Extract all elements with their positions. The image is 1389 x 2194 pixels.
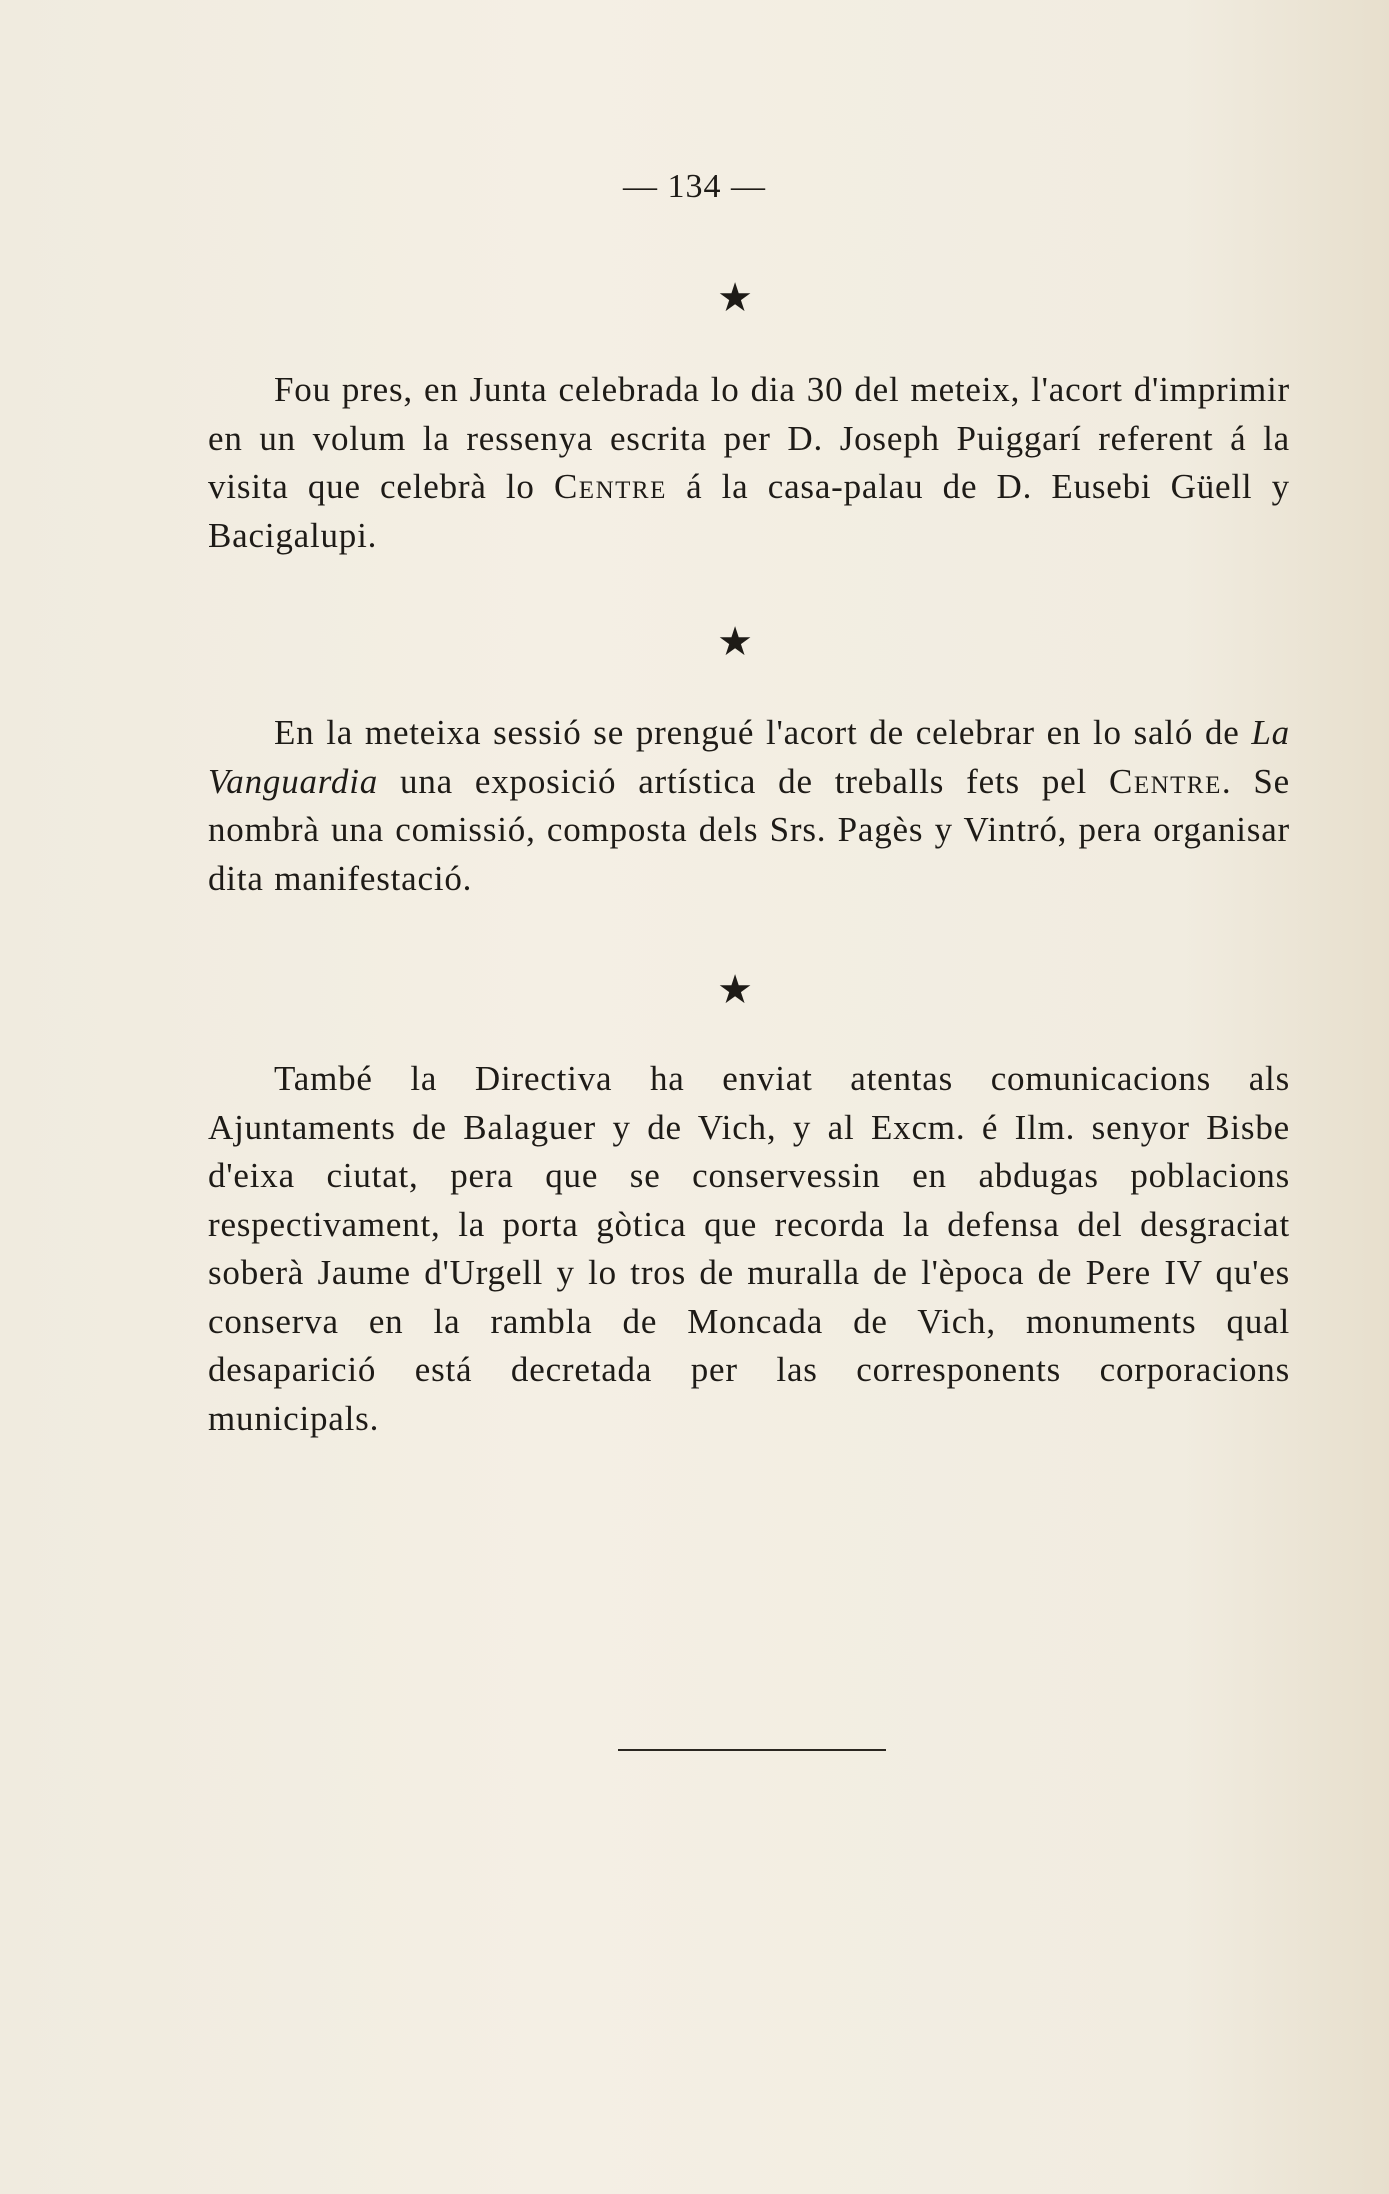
paragraph-1-text-a: Fou pres, en Junta celebrada lo dia 30 del meteix, l'acort d'imprimir en un volum la ressenya escrita per D. Joseph Puiggarí referent á la visita que celebrà lo: [208, 370, 1290, 506]
paragraph-2-text-c: . Se nombrà una comissió, composta dels Srs. Pagès y Vintró, pera organisar dita manifestació.: [208, 761, 1290, 898]
star-separator-2: ★: [717, 619, 753, 665]
paragraph-2-vanguardia: La Vanguardia: [208, 713, 1290, 801]
paragraph-3-text: També la Directiva ha enviat atentas comunicacions als Ajuntaments de Balaguer y de Vich, y al Excm. é Ilm. senyor Bisbe d'eixa ciutat, pera que se conservessin en abdugas poblacions respectivament, la porta gòtica que recorda la defensa del desgraciat soberà Jaume d'Urgell y lo tros de muralla de l'època de Pere IV qu'es conserva en la rambla de Moncada de Vich, monuments qual desaparició está decretada per las corresponents corporacions municipals.: [208, 1059, 1290, 1438]
paragraph-2-text-a: En la meteixa sessió se prengué l'acort de celebrar en lo saló de: [274, 713, 1252, 752]
paragraph-1: [208, 366, 1290, 560]
closing-rule: [618, 1749, 886, 1751]
paragraph-2-centre: Centre: [1108, 761, 1222, 801]
page-number: — 134 —: [623, 168, 766, 205]
paragraph-2: [208, 709, 1290, 903]
paragraph-1-text-b: á la casa-palau de D. Eusebi Güell y Bacigalupi.: [208, 467, 1290, 555]
star-separator-1: ★: [717, 275, 753, 321]
paragraph-3: [208, 1055, 1290, 1443]
star-separator-3: ★: [717, 967, 753, 1013]
paragraph-1-centre: Centre: [553, 467, 667, 506]
paragraph-2-text-b: una exposició artística de treballs fets pel: [378, 761, 1109, 801]
